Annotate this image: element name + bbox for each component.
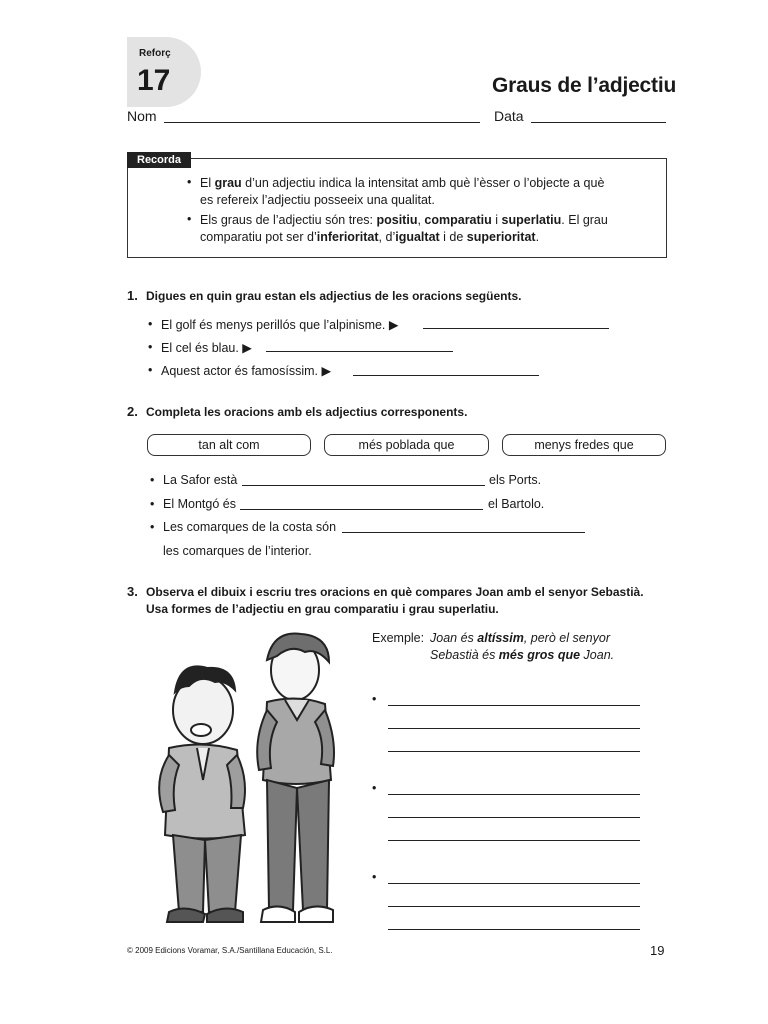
bullet-icon: • (150, 497, 155, 511)
illustration-joan-and-sebastia (145, 630, 345, 935)
exercise-2-sentence-2-end: el Bartolo. (488, 497, 545, 511)
page-number: 19 (650, 943, 665, 958)
date-label: Data (494, 108, 524, 124)
exercise-3-instruction-2: Usa formes de l’adjectiu en grau comparatiu i grau superlatiu. (146, 602, 499, 616)
exercise-1-sentence-3: Aquest actor és famosíssim. ▶ (161, 364, 332, 378)
answer-line[interactable] (388, 817, 640, 818)
answer-line[interactable] (388, 883, 640, 884)
page-title: Graus de l’adjectiu (492, 74, 677, 97)
example-label: Exemple: (372, 631, 425, 645)
exercise-1-sentence-2: El cel és blau. ▶ (161, 341, 252, 355)
bullet-icon: • (150, 520, 155, 534)
section-number: 17 (137, 64, 171, 97)
option-chip: més poblada que (324, 434, 489, 456)
section-label: Reforç (139, 48, 171, 59)
bullet-icon: • (148, 340, 153, 354)
bullet-icon: • (150, 473, 155, 487)
recorda-item-2: Els graus de l’adjectiu són tres: positiu, comparatiu i superlatiu. El grau comparatiu pot ser d’inferioritat, d’igualtat i de superioritat. (200, 213, 608, 244)
answer-line[interactable] (353, 375, 539, 376)
option-chip: tan alt com (147, 434, 311, 456)
bullet-icon: • (148, 317, 153, 331)
name-field[interactable] (164, 122, 480, 123)
exercise-1-instruction: Digues en quin grau estan els adjectius de les oracions següents. (146, 289, 522, 303)
exercise-2-sentence-2-start: El Montgó és (163, 497, 236, 511)
answer-line[interactable] (388, 751, 640, 752)
answer-line[interactable] (388, 728, 640, 729)
exercise-1-sentence-1: El golf és menys perillós que l’alpinisme. ▶ (161, 318, 399, 332)
option-chip: menys fredes que (502, 434, 666, 456)
answer-line[interactable] (342, 532, 585, 533)
example-line-2: Sebastià és més gros que Joan. (430, 648, 615, 662)
exercise-1-number: 1. (127, 288, 138, 303)
answer-line[interactable] (423, 328, 609, 329)
exercise-3-instruction-1: Observa el dibuix i escriu tres oracions en què compares Joan amb el senyor Sebastià. (146, 585, 644, 599)
exercise-3-number: 3. (127, 584, 138, 599)
bullet-icon: • (187, 212, 192, 226)
copyright: © 2009 Edicions Voramar, S.A./Santillana Educación, S.L. (127, 946, 333, 955)
answer-line[interactable] (388, 794, 640, 795)
bullet-icon: • (372, 781, 377, 795)
answer-line[interactable] (388, 906, 640, 907)
name-label: Nom (127, 108, 157, 124)
exercise-2-instruction: Completa les oracions amb els adjectius corresponents. (146, 405, 468, 419)
bullet-icon: • (372, 692, 377, 706)
bullet-icon: • (187, 175, 192, 189)
exercise-2-sentence-3-start: Les comarques de la costa són (163, 520, 337, 534)
exercise-2-number: 2. (127, 404, 138, 419)
answer-line[interactable] (388, 705, 640, 706)
date-field[interactable] (531, 122, 666, 123)
bullet-icon: • (148, 363, 153, 377)
bullet-icon: • (372, 870, 377, 884)
answer-line[interactable] (388, 840, 640, 841)
exercise-2-sentence-3-end: les comarques de l’interior. (163, 544, 312, 558)
answer-line[interactable] (240, 509, 483, 510)
answer-line[interactable] (388, 929, 640, 930)
sebastia-figure (159, 666, 245, 922)
recorda-item-1: El grau d’un adjectiu indica la intensitat amb què l’èsser o l’objecte a què es refereix l’adjectiu posseeix una qualitat. (200, 176, 605, 207)
recorda-tag: Recorda (127, 152, 191, 168)
joan-figure (257, 634, 334, 922)
example-line-1: Joan és altíssim, però el senyor (430, 631, 610, 645)
answer-line[interactable] (266, 351, 453, 352)
exercise-2-sentence-1-start: La Safor està (163, 473, 238, 487)
exercise-2-sentence-1-end: els Ports. (489, 473, 542, 487)
answer-line[interactable] (242, 485, 485, 486)
